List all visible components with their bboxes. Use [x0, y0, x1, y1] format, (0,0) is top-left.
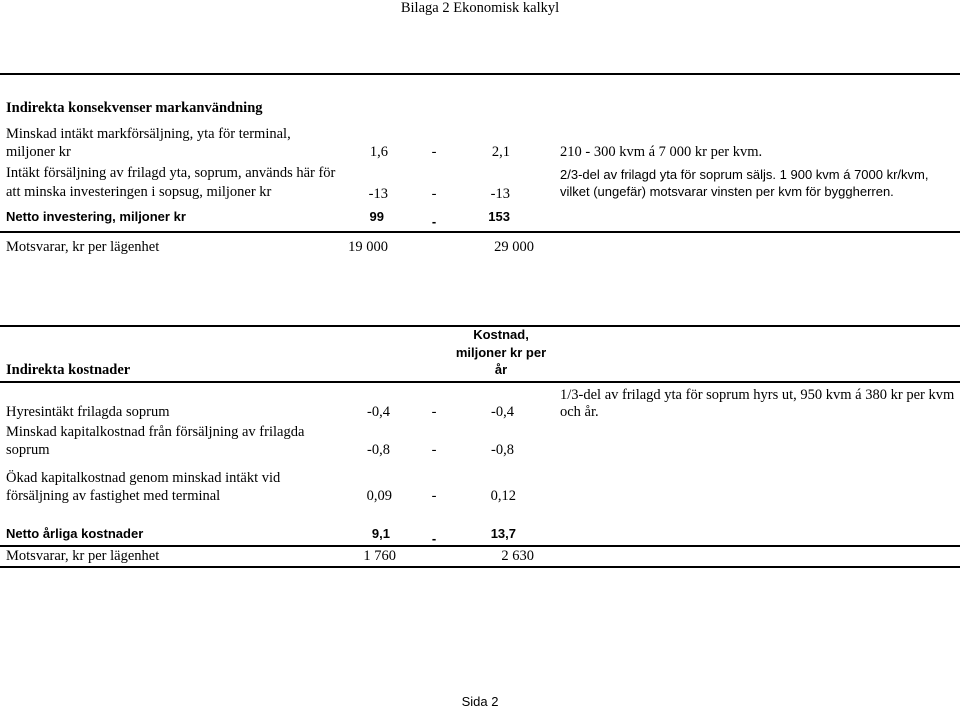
section2-row1-low: -0,4: [367, 404, 390, 420]
section1-row1-high: 2,1: [491, 144, 510, 160]
section1-total-low: 99: [369, 209, 384, 224]
section2-total-label: Netto årliga kostnader: [6, 526, 144, 541]
section1-heading: Indirekta konsekvenser markanvändning: [6, 100, 263, 116]
section1-mid-rule: [0, 231, 960, 233]
section1-top-rule: [0, 73, 960, 75]
section2-row2-dash: -: [431, 442, 437, 458]
section2-col-header-line3: år: [494, 362, 508, 377]
section2-per-apartment-label: Motsvarar, kr per lägenhet: [6, 548, 160, 564]
section1-total-high: 153: [488, 209, 510, 224]
section2-per-apartment-low: 1 760: [363, 548, 396, 564]
section1-per-apartment-high: 29 000: [494, 239, 534, 255]
section2-total-high: 13,7: [490, 526, 516, 541]
section1-per-apartment-label: Motsvarar, kr per lägenhet: [6, 239, 160, 255]
section2-col-header-line2: miljoner kr per: [455, 345, 547, 360]
section1-row2-note-line1: 2/3-del av frilagd yta för soprum säljs. 1 900 kvm á 7000 kr/kvm,: [560, 167, 929, 182]
page-footer: Sida 2: [461, 694, 499, 709]
section2-row2-label-line1: Minskad kapitalkostnad från försäljning av frilagda: [6, 424, 305, 440]
page-header: Bilaga 2 Ekonomisk kalkyl: [400, 0, 560, 16]
section2-row1-high: -0,4: [491, 404, 514, 420]
section2-note-line2: och år.: [560, 404, 599, 420]
section1-row2-note-line2: vilket (ungefär) motsvarar vinsten per kvm för byggherren.: [560, 184, 894, 199]
section1-row2-low: -13: [368, 186, 388, 202]
section1-row1-low: 1,6: [369, 144, 388, 160]
section2-row3-dash: -: [431, 488, 437, 504]
section2-row1-label: Hyresintäkt frilagda soprum: [6, 404, 170, 420]
section1-row1-label-line1: Minskad intäkt markförsäljning, yta för terminal,: [6, 126, 291, 142]
section1-total-label: Netto investering, miljoner kr: [6, 209, 186, 224]
section2-total-dash: -: [431, 531, 437, 546]
section1-row2-label-line1: Intäkt försäljning av frilagd yta, soprum, används här för: [6, 165, 336, 181]
section1-row2-label-line2: att minska investeringen i sopsug, miljoner kr: [6, 184, 272, 200]
section2-col-header-line1: Kostnad,: [473, 327, 529, 342]
section2-row2-label-line2: soprum: [6, 442, 50, 458]
section2-row3-label-line1: Ökad kapitalkostnad genom minskad intäkt vid: [6, 470, 281, 486]
section2-row3-low: 0,09: [366, 488, 392, 504]
section2-per-apartment-high: 2 630: [501, 548, 534, 564]
section2-row3-label-line2: försäljning av fastighet med terminal: [6, 488, 221, 504]
section2-row1-dash: -: [431, 404, 437, 420]
section2-note-line1: 1/3-del av frilagd yta för soprum hyrs ut, 950 kvm á 380 kr per kvm: [560, 387, 955, 403]
section1-row2-dash: -: [431, 186, 437, 202]
section1-row1-note: 210 - 300 kvm á 7 000 kr per kvm.: [560, 144, 763, 160]
section1-row2-high: -13: [490, 186, 510, 202]
section1-per-apartment-low: 19 000: [348, 239, 388, 255]
section2-total-low: 9,1: [371, 526, 390, 541]
section2-header-rule: [0, 381, 960, 383]
section2-row2-high: -0,8: [491, 442, 514, 458]
section2-row3-high: 0,12: [490, 488, 516, 504]
section2-bottom-rule: [0, 566, 960, 568]
section1-total-dash: -: [431, 214, 437, 229]
section2-heading: Indirekta kostnader: [6, 362, 131, 378]
section2-row2-low: -0,8: [367, 442, 390, 458]
section1-row1-label-line2: miljoner kr: [6, 144, 71, 160]
section1-row1-dash: -: [431, 144, 437, 160]
